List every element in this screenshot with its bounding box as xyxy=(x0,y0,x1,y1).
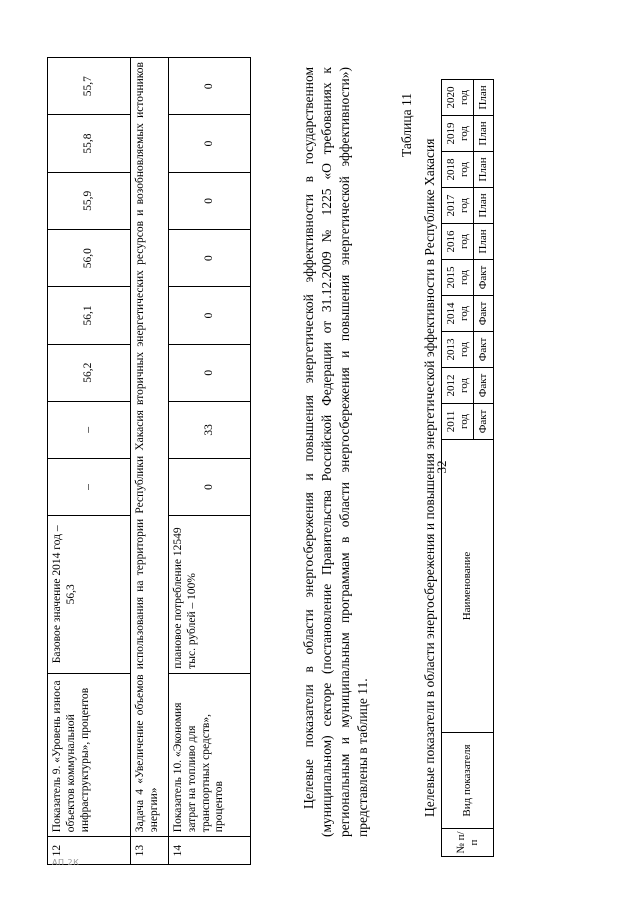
value-cell: 33 xyxy=(169,401,251,458)
header-year: 2015 год xyxy=(442,260,474,296)
table-label: Таблица 11 xyxy=(399,93,414,157)
value-cell: 55,9 xyxy=(48,172,131,229)
header-indicator-type: Вид показателя xyxy=(442,733,494,829)
base-value: плановое потребление 12549 тыс. рублей – 100% xyxy=(169,515,251,673)
header-year: 2020 год xyxy=(442,80,474,116)
header-year: 2012 год xyxy=(442,368,474,404)
header-status: Факт xyxy=(474,332,494,368)
row-number: 14 xyxy=(169,837,251,865)
header-year: 2016 год xyxy=(442,224,474,260)
header-status: План xyxy=(474,116,494,152)
header-year: 2017 год xyxy=(442,188,474,224)
header-status: Факт xyxy=(474,296,494,332)
header-status: План xyxy=(474,152,494,188)
table-row xyxy=(48,58,131,865)
row-number: 13 xyxy=(131,837,169,865)
header-year: 2013 год xyxy=(442,332,474,368)
value-cell: 56,2 xyxy=(48,344,131,401)
header-num: № п/п xyxy=(442,829,494,857)
indicator-name: Показатель 9. «Уровень износа объектов коммунальной инфраструктуры», процентов xyxy=(48,673,131,836)
table-row xyxy=(131,58,169,865)
header-year: 2018 год xyxy=(442,152,474,188)
header-year: 2019 год xyxy=(442,116,474,152)
header-status: Факт xyxy=(474,368,494,404)
header-status: Факт xyxy=(474,404,494,440)
header-name: Наименование xyxy=(442,440,494,733)
scan-mark: АП 2К xyxy=(52,858,80,867)
header-year: 2011 год xyxy=(442,404,474,440)
header-row-years xyxy=(442,80,474,857)
task-heading: Задача 4 «Увеличение объемов использования на территории Республики Хакасия вторичных энергетических ресурсов и возобновляемых источников энергии» xyxy=(131,58,169,837)
value-cell: 0 xyxy=(169,172,251,229)
value-cell: 55,8 xyxy=(48,115,131,172)
table-row xyxy=(169,58,251,865)
value-cell: 0 xyxy=(169,458,251,515)
table-title: Целевые показатели в области энергосбережения и повышения энергетической эффективности в Республике Хакасия xyxy=(422,138,437,817)
header-status: Факт xyxy=(474,260,494,296)
base-value: Базовое значение 2014 год – 56,3 xyxy=(48,515,131,673)
row-number: 12 xyxy=(48,837,131,865)
value-cell: 0 xyxy=(169,229,251,286)
header-status: План xyxy=(474,80,494,116)
value-cell: 55,7 xyxy=(48,58,131,115)
table-11 xyxy=(441,79,494,857)
header-year: 2014 год xyxy=(442,296,474,332)
value-cell: 56,0 xyxy=(48,229,131,286)
value-cell: 0 xyxy=(169,115,251,172)
header-status: План xyxy=(474,188,494,224)
value-cell: 0 xyxy=(169,287,251,344)
value-cell: – xyxy=(48,401,131,458)
header-status: План xyxy=(474,224,494,260)
continuation-table xyxy=(47,57,251,865)
value-cell: 56,1 xyxy=(48,287,131,344)
page-number: 32 xyxy=(434,460,449,474)
rotated-sheet xyxy=(37,57,607,877)
indicator-name: Показатель 10. «Экономия затрат на топливо для транспортных средств», процентов xyxy=(169,673,251,836)
value-cell: 0 xyxy=(169,344,251,401)
value-cell: 0 xyxy=(169,58,251,115)
intro-paragraph: Целевые показатели в области энергосбережения и повышения энергетической эффективности в государственном (муниципальном) секторе (постановление Правительства Российской Федерации от 31.12.2009 № 1225 «О требованиях к региональным и муниципальным программам в области энергосбережения и повышения энергетической эффективности») представлены в таблице 11. xyxy=(301,67,370,837)
value-cell: – xyxy=(48,458,131,515)
